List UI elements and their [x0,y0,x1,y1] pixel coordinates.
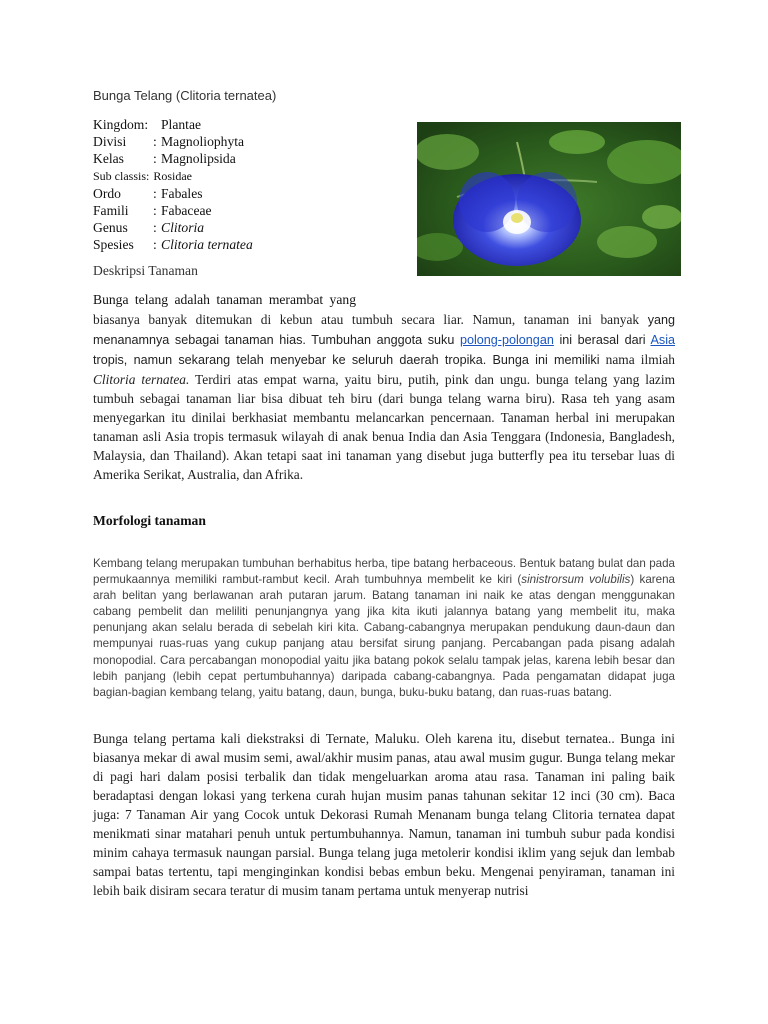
taxonomy-label: Kelas [93,151,124,167]
taxonomy-row [93,202,413,219]
taxonomy-value: Clitoria ternatea [161,237,253,253]
morfologi-text: Kembang telang merupakan tumbuhan berhabitus herba, tipe batang herbaceous. Bentuk batang bulat dan pada permukaannya memiliki rambut-rambut kecil. Arah tumbuhnya membelit ke kiri ( [93,557,675,587]
flower-photo [417,122,681,276]
document-title: Bunga Telang (Clitoria ternatea) [93,88,277,103]
taxonomy-separator: : [153,220,157,236]
description-text-segment: yang menanamnya sebagai tanaman hias. Tumbuhan anggota suku [93,313,675,347]
taxonomy-row [93,133,413,150]
taxonomy-label: Sub classis: [93,168,150,183]
taxonomy-row [93,236,413,253]
taxonomy-separator: : [153,202,157,218]
taxonomy-row [93,116,413,133]
link-polong-polongan[interactable]: polong-polongan [459,333,554,347]
taxonomy-value: Rosidae [153,168,193,183]
scientific-term: sinistrorsum volubilis [521,573,631,587]
description-text-segment: ini berasal dari [553,333,651,347]
description-paragraph [93,310,675,484]
taxonomy-label: Famili [93,202,129,218]
taxonomy-value: Fabales [161,185,203,201]
taxonomy-label: Genus [93,220,128,236]
taxonomy-separator: : [153,134,157,150]
taxonomy-row [93,185,413,202]
taxonomy-row [93,219,413,236]
description-first-line: Bunga telang adalah tanaman merambat yang [93,292,356,307]
taxonomy-label: Kingdom: [93,117,149,132]
morfologi-text: ) karena arah belitan yang berlawanan arah putaran jarum. Batang tanaman ini naik ke atas dengan menggunakan cabang pembelit dan meliliti penunjangnya yang jika kita ikuti jalannya batang yang membelit itu, maka penunjang akan selalu berada di sebelah kiri kita. Cabang-cabangnya merupakan pendukung daun-daun dan mempunyai ruas-ruas yang cukup panjang atau bersifat sirung panjang. Percabangan pada pisang adalah monopodial. Cara percabangan monopodial yaitu jika batang pokok selalu tampak jelas, karena lebih besar dan lebih panjang (lebih cepat pertumbuhannya) daripada cabang-cabangnya. Pada pengamatan didapat juga bagian-bagian kembang telang, yaitu batang, daun, bunga, buku-buku batang, dan ruas-ruas batang. [93,573,675,699]
description-text-segment: tropis, namun sekarang telah menyebar ke seluruh daerah tropika. Bunga ini memiliki [93,353,600,367]
taxonomy-separator [153,116,161,133]
taxonomy-row [93,168,413,185]
taxonomy-row [93,150,413,167]
description-heading: Deskripsi Tanaman [93,263,198,278]
taxonomy-separator: : [153,151,157,167]
taxonomy-value: Magnolipsida [161,151,236,167]
description-text: Terdiri atas empat warna, yaitu biru, putih, pink dan ungu. bunga telang yang lazim tumbuh sebagai tanaman liar bisa dibuat teh biru (dari bunga telang warna biru). Rasa teh yang asam menyegarkan itu dinilai berkhasiat membantu melancarkan pencernaan. Tanaman herbal ini merupakan tanaman asli Asia tropis termasuk wilayah di anak benua India dan Asia Tenggara (Indonesia, Bangladesh, Malaysia, dan Thailand). Akan tetapi saat ini tanaman yang disebut juga butterfly pea itu tersebar luas di Amerika Serikat, Australia, dan Afrika. [93,372,675,482]
taxonomy-value: Plantae [161,117,202,132]
taxonomy-label: Divisi [93,134,127,150]
scientific-name: Clitoria ternatea. [93,372,190,387]
morfologi-heading: Morfologi tanaman [93,513,206,528]
taxonomy-list [93,116,413,254]
taxonomy-separator: : [153,185,157,201]
taxonomy-value: Fabaceae [161,202,212,218]
cultivation-paragraph: Bunga telang pertama kali diekstraksi di Ternate, Maluku. Oleh karena itu, disebut ternatea.. Bunga ini biasanya mekar di awal musim semi, awal/akhir musim panas, atau awal musim gugur. Bunga telang mekar di pagi hari dalam posisi terbalik dan tidak mengeluarkan aroma atau rasa. Tanaman ini paling baik beradaptasi dengan lokasi yang terkena curah hujan musim panas tahunan sekitar 12 inci (30 cm). Baca juga: 7 Tanaman Air yang Cocok untuk Dekorasi Rumah Menanam bunga telang Clitoria ternatea dapat menikmati sinar matahari penuh untuk pertumbuhannya. Namun, tanaman ini tumbuh subur pada kondisi minim cahaya termasuk naungan parsial. Bunga telang juga metolerir kondisi iklim yang sejuk dan lembab sampai batas tertentu, tapi menginginkan kondisi bebas embun beku. Mengenai penyiraman, tanaman ini lebih baik disiram secara teratur di musim tanam pertama untuk menyerap nutrisi [93,731,675,898]
description-text: biasanya banyak ditemukan di kebun atau tumbuh secara liar. Namun, tanaman ini banyak [93,312,648,327]
taxonomy-value: Magnoliophyta [161,134,245,150]
link-asia[interactable]: Asia [650,333,675,347]
taxonomy-label: Spesies [93,237,134,253]
description-text: nama ilmiah [599,352,675,367]
butterfly-pea-flower-image [417,122,681,276]
taxonomy-value: Clitoria [161,220,205,236]
taxonomy-label: Ordo [93,185,121,201]
morfologi-paragraph [93,556,675,701]
taxonomy-separator: : [153,237,157,253]
